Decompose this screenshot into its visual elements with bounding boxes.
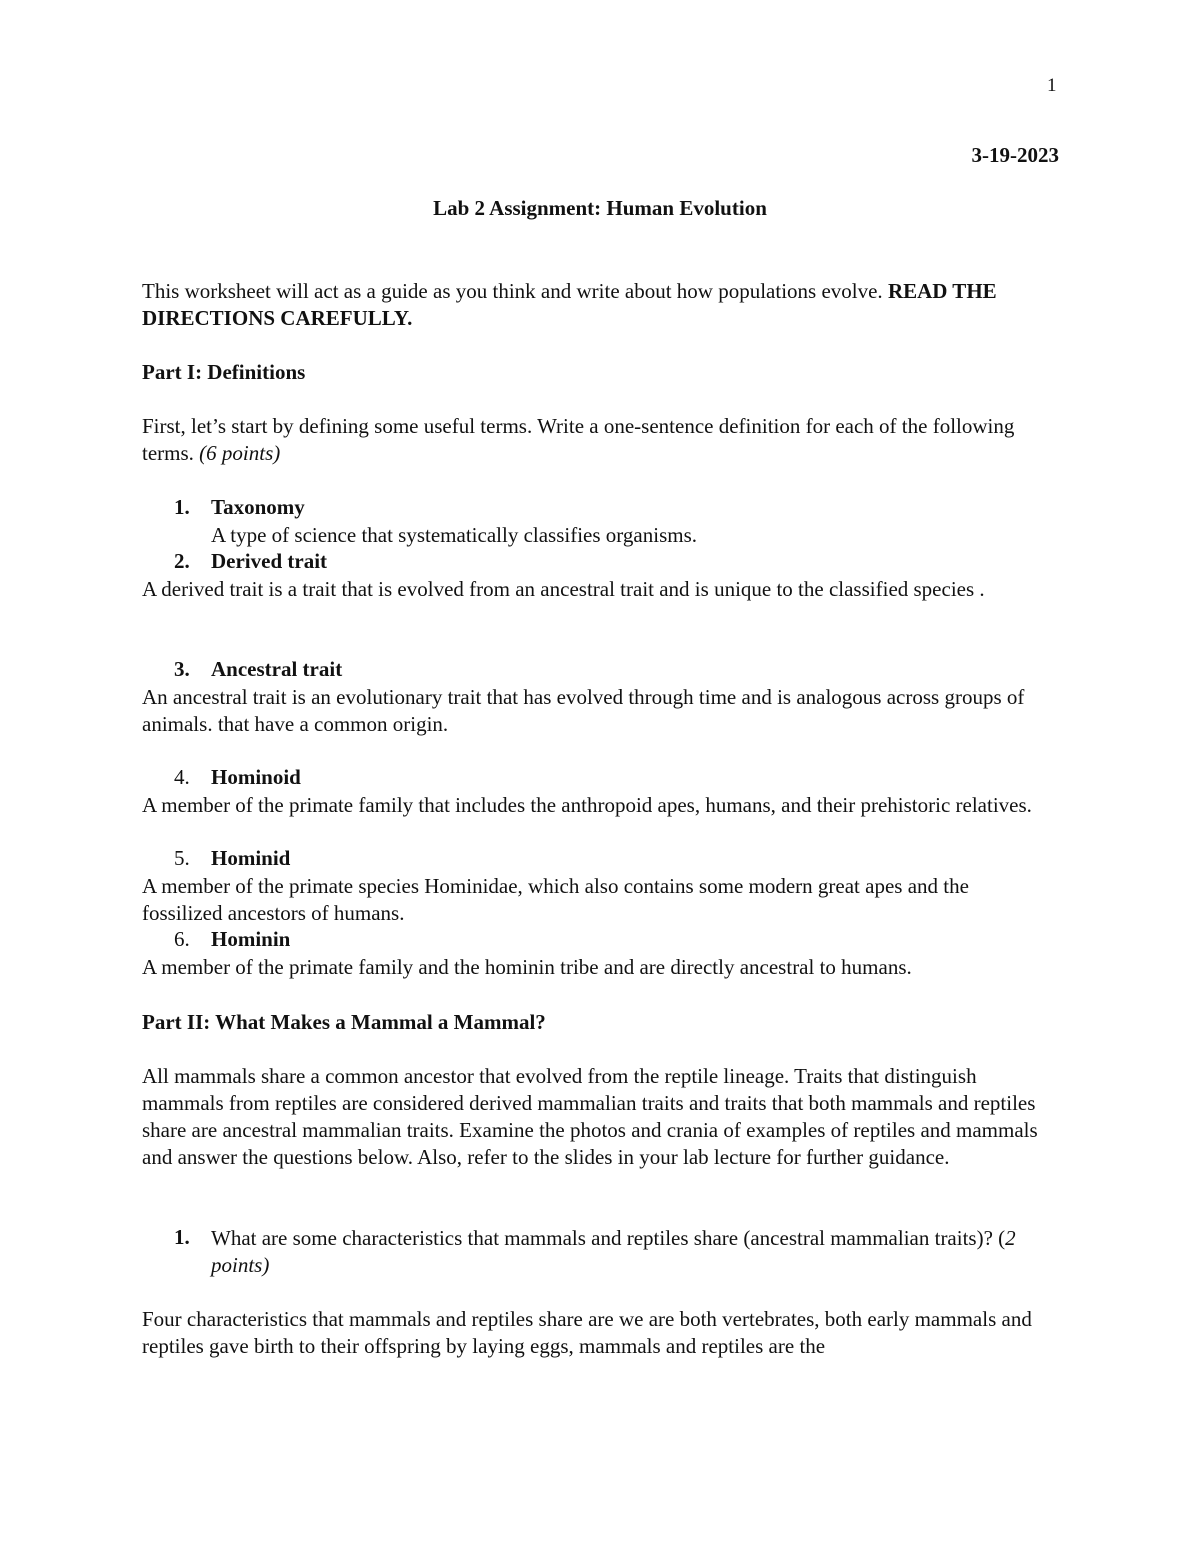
definition-hominid: A member of the primate species Hominidae, which also contains some modern great apes and the fossilized ancestors of humans. <box>142 874 969 925</box>
part2-heading: Part II: What Makes a Mammal a Mammal? <box>142 1010 546 1034</box>
question-points: 2 points) <box>211 1226 1016 1277</box>
definition-ancestral-trait: An ancestral trait is an evolutionary trait that has evolved through time and is analogous across groups of animals. that have a common origin. <box>142 685 1025 736</box>
term-taxonomy: Taxonomy <box>211 495 305 519</box>
question-text <box>211 1225 1041 1279</box>
term-hominoid: Hominoid <box>211 765 301 789</box>
definition-hominin: A member of the primate family and the hominin tribe and are directly ancestral to humans. <box>142 955 912 979</box>
intro-directions: READ THE DIRECTIONS CAREFULLY. <box>142 279 997 330</box>
part2-intro: All mammals share a common ancestor that evolved from the reptile lineage. Traits that distinguish mammals from reptiles are considered derived mammalian traits and traits that both mammals and reptiles share are ancestral mammalian traits. Examine the photos and crania of examples of reptiles and mammals and answer the questions below. Also, refer to the slides in your lab lecture for further guidance. <box>142 1064 1038 1169</box>
document-title: Lab 2 Assignment: Human Evolution <box>433 196 767 220</box>
item-number: 5. <box>174 846 190 870</box>
term-ancestral-trait: Ancestral trait <box>211 657 343 681</box>
page-number: 1 <box>1047 75 1057 96</box>
item-number: 4. <box>174 765 190 789</box>
item-number: 2. <box>174 549 190 573</box>
part1-heading: Part I: Definitions <box>142 360 306 384</box>
intro-paragraph <box>142 278 1062 332</box>
question-number: 1. <box>174 1225 190 1249</box>
item-number: 1. <box>174 495 190 519</box>
part1-points: (6 points) <box>199 441 281 465</box>
definition-derived-trait: A derived trait is a trait that is evolved from an ancestral trait and is unique to the classified species . <box>142 577 985 601</box>
term-hominid: Hominid <box>211 846 291 870</box>
intro-text: This worksheet will act as a guide as you think and write about how populations evolve. <box>142 279 888 303</box>
part1-instructions <box>142 413 1062 467</box>
item-number: 3. <box>174 657 190 681</box>
definition-hominoid: A member of the primate family that includes the anthropoid apes, humans, and their prehistoric relatives. <box>142 793 1032 817</box>
question-body: What are some characteristics that mammals and reptiles share (ancestral mammalian traits)? ( <box>211 1226 1006 1250</box>
term-derived-trait: Derived trait <box>211 549 328 573</box>
answer-paragraph: Four characteristics that mammals and reptiles share are we are both vertebrates, both early mammals and reptiles gave birth to their offspring by laying eggs, mammals and reptiles are the <box>142 1307 1032 1358</box>
item-number: 6. <box>174 927 190 951</box>
part1-instructions-text: First, let’s start by defining some useful terms. Write a one-sentence definition for each of the following terms. <box>142 414 1015 465</box>
term-hominin: Hominin <box>211 927 291 951</box>
definition-taxonomy: A type of science that systematically classifies organisms. <box>211 523 697 547</box>
document-date: 3-19-2023 <box>971 143 1059 167</box>
